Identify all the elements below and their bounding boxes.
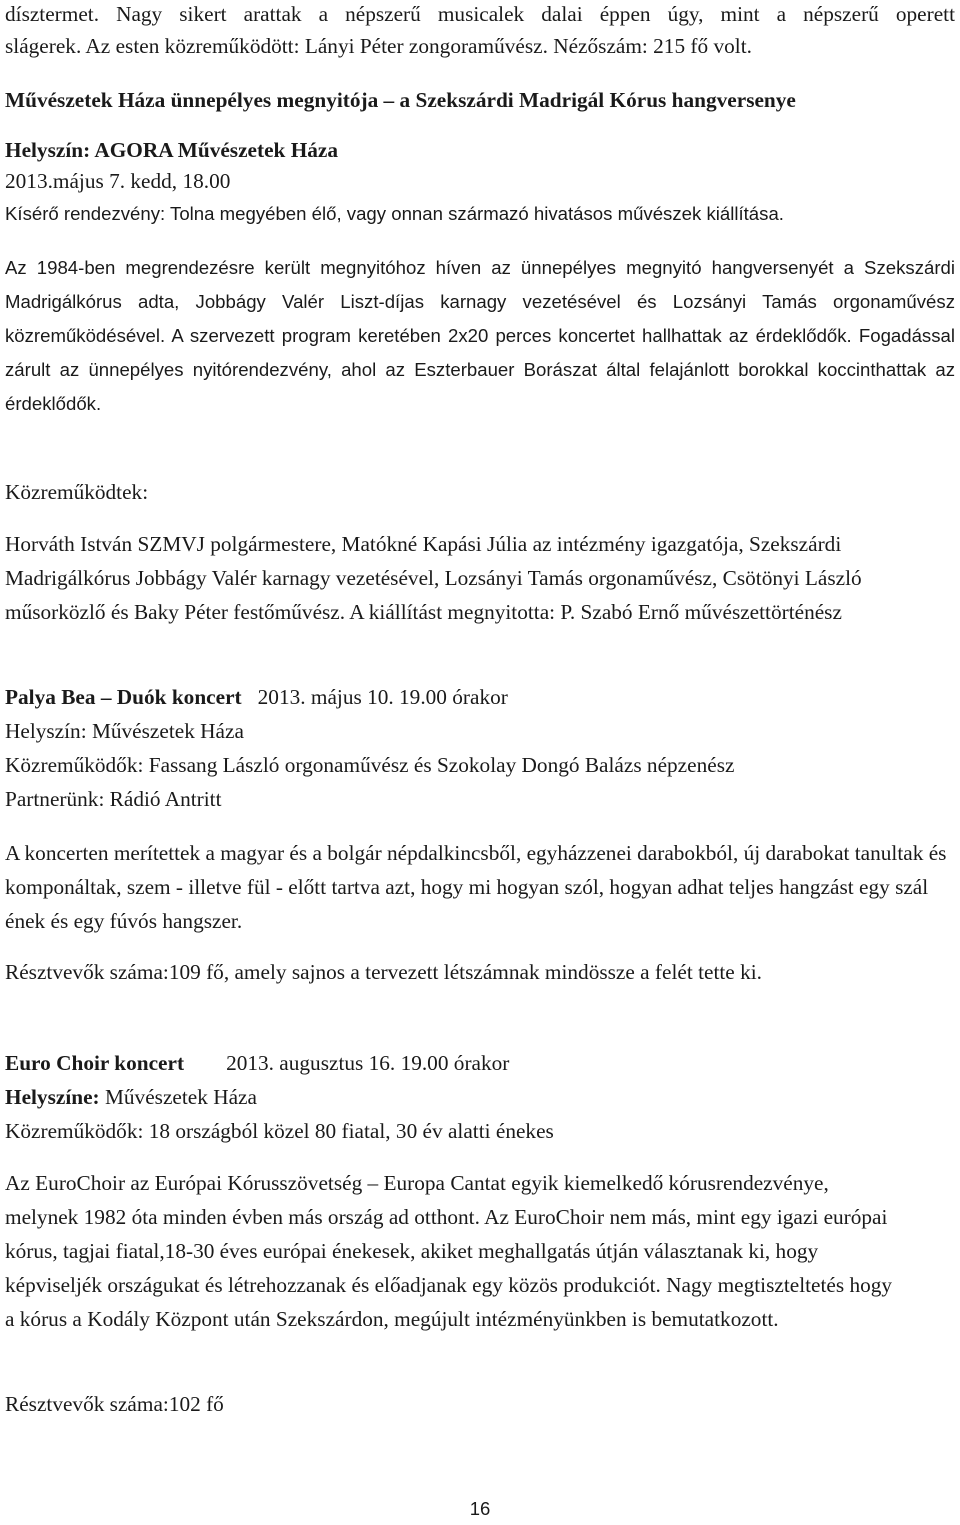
event1-contributors-label: Közreműködtek: bbox=[5, 480, 149, 504]
event2-date: 2013. május 10. 19.00 órakor bbox=[257, 685, 508, 709]
event2-heading bbox=[5, 680, 955, 714]
event3-location-label: Helyszíne: bbox=[5, 1085, 100, 1109]
event2-performers: Közreműködők: Fassang László orgonaművész és Szokolay Dongó Balázs népzenész bbox=[5, 753, 735, 777]
event3-location-value: Művészetek Háza bbox=[104, 1085, 257, 1109]
event1-description: Az 1984-ben megrendezésre került megnyitóhoz híven az ünnepélyes megnyitó hangversenyét a Szekszárdi Madrigálkórus adta, Jobbágy Valér Liszt-díjas karnagy vezetésével és Lozsányi Tamás orgonaművész közreműködésével. A szervezett program keretében 2x20 perces koncertet hallhattak az érdeklődők. Fogadással zárult az ünnepélyes nyitórendezvény, ahol az Eszterbauer Borászat által felajánlott borokkal koccinthattak az érdeklődők. bbox=[5, 257, 955, 414]
event1-location: Helyszín: AGORA Művészetek Háza bbox=[5, 138, 339, 162]
event3-title: Euro Choir koncert bbox=[5, 1051, 185, 1075]
event1-side-event: Kísérő rendezvény: Tolna megyében élő, vagy onnan származó hivatásos művészek kiállítása. bbox=[5, 203, 784, 224]
event2-attendance: Résztvevők száma:109 fő, amely sajnos a tervezett létszámnak mindössze a felét tette ki. bbox=[5, 960, 762, 984]
event2-partner: Partnerünk: Rádió Antritt bbox=[5, 787, 222, 811]
event3-attendance: Résztvevők száma:102 fő bbox=[5, 1392, 224, 1416]
event3-performers: Közreműködők: 18 országból közel 80 fiatal, 30 év alatti énekes bbox=[5, 1119, 554, 1143]
event1-date: 2013.május 7. kedd, 18.00 bbox=[5, 169, 231, 193]
event1-contributors: Horváth István SZMVJ polgármestere, Matókné Kapási Júlia az intézmény igazgatója, Szekszárdi Madrigálkórus Jobbágy Valér karnagy vezetésével, Lozsányi Tamás orgonaművész, Csötönyi László műsorközlő és Baky Péter festőművész. A kiállítást megnyitotta: P. Szabó Ernő művészettörténész bbox=[5, 532, 862, 624]
page-number: 16 bbox=[469, 1498, 491, 1519]
event3-description: Az EuroChoir az Európai Kórusszövetség – Europa Cantat egyik kiemelkedő kórusrendezvénye, melynek 1982 óta minden évben más ország ad otthont. Az EuroChoir nem más, mint egy igazi európai kórus, tagjai fiatal,18-30 éves európai énekesek, akiket meghallgatás útján választanak ki, hogy képviseljék országukat és létrehozzanak és előadjanak egy közös produkciót. Nagy megtiszteltetés hogy a kórus a Kodály Központ után Szekszárdon, megújult intézményünkben is bemutatkozott. bbox=[5, 1171, 893, 1331]
event2-title: Palya Bea – Duók koncert bbox=[5, 685, 242, 709]
event3-date: 2013. augusztus 16. 19.00 órakor bbox=[226, 1051, 510, 1075]
intro-line-2: slágerek. Az esten közreműködött: Lányi Péter zongoraművész. Nézőszám: 215 fő volt. bbox=[5, 34, 752, 58]
event3-heading bbox=[5, 1046, 955, 1080]
event2-description: A koncerten merítettek a magyar és a bolgár népdalkincsből, egyházzenei darabokból, új darabokat tanultak és komponáltak, szem - illetve fül - előtt tartva azt, hogy mi hogyan szól, hogyan adhat teljes hangzást egy szál ének és egy fúvós hangszer. bbox=[5, 841, 947, 933]
event1-title: Művészetek Háza ünnepélyes megnyitója – a Szekszárdi Madrigál Kórus hangversenye bbox=[5, 88, 796, 112]
event2-location: Helyszín: Művészetek Háza bbox=[5, 719, 244, 743]
event3-location bbox=[5, 1080, 955, 1114]
intro-line-1: dísztermet. Nagy sikert arattak a népszerű musicalek dalai éppen úgy, mint a népszerű operett bbox=[5, 2, 955, 26]
